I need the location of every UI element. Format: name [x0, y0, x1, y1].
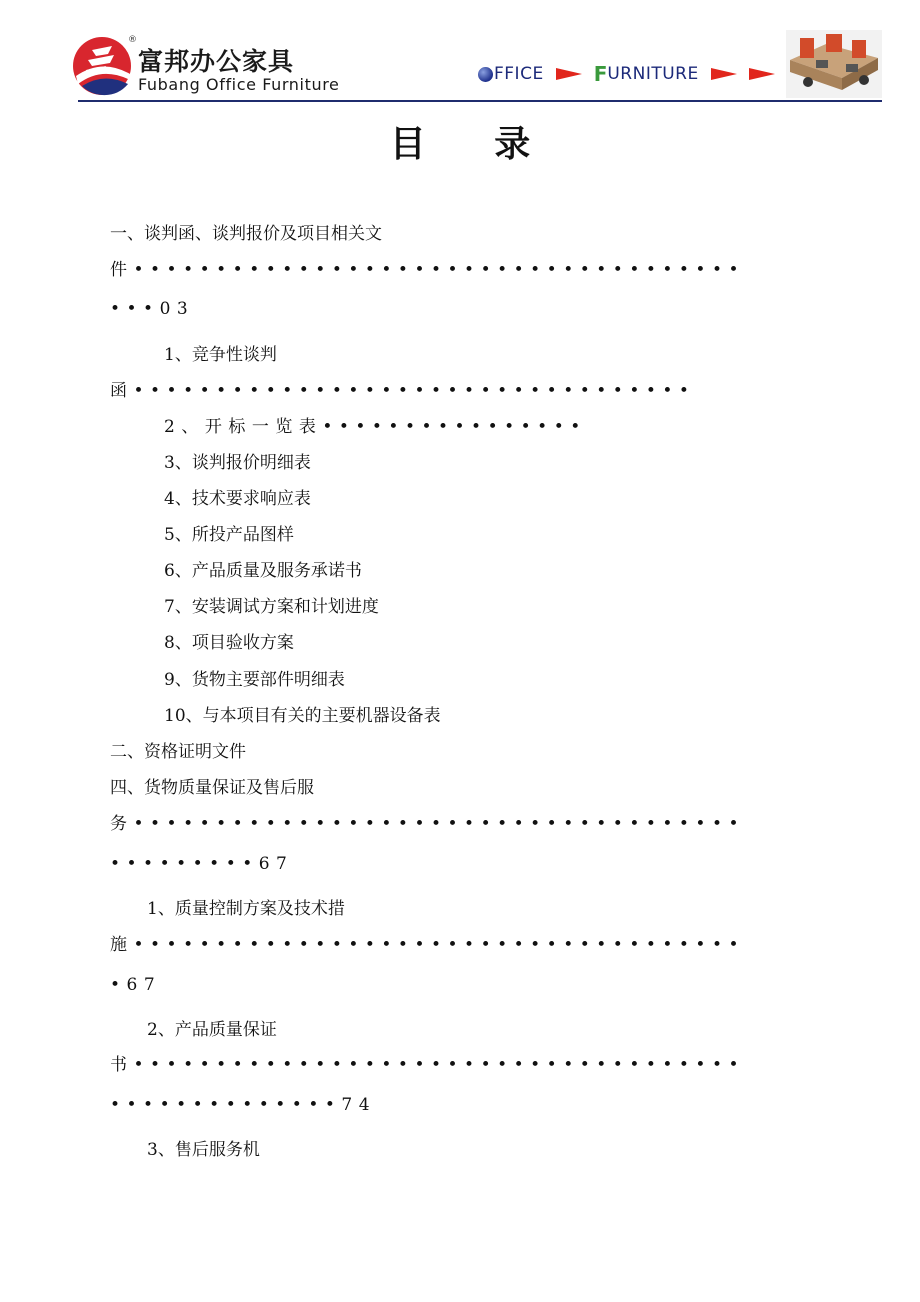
toc-item: 1、竞争性谈判	[164, 345, 277, 365]
tagline-word-office-rest: FFICE	[494, 64, 544, 84]
page-header	[0, 0, 920, 104]
arrow-right-icon	[556, 68, 582, 80]
toc-item: 5、所投产品图样	[164, 525, 294, 545]
page-title: 目 录	[389, 123, 559, 165]
toc-item: 3、售后服务机	[147, 1140, 260, 1160]
toc-item: 4、技术要求响应表	[164, 489, 311, 509]
toc-item: 8、项目验收方案	[164, 633, 294, 653]
arrow-right-icon	[711, 68, 737, 80]
toc-section-heading: 二、资格证明文件	[110, 742, 246, 762]
toc-section-heading: 一、谈判函、谈判报价及项目相关文	[110, 224, 382, 244]
office-furniture-tagline	[478, 60, 787, 88]
toc-leader-line: 函••••••••••••••••••••••••••••••••••	[110, 381, 696, 401]
toc-item: 3、谈判报价明细表	[164, 453, 311, 473]
tagline-word-furniture-initial: F	[593, 62, 608, 86]
brand-name-english: Fubang Office Furniture	[138, 75, 340, 94]
toc-item: 1、质量控制方案及技术措	[147, 899, 345, 919]
tagline-word-furniture-rest: URNITURE	[607, 64, 699, 84]
arrow-right-icon	[749, 68, 775, 80]
toc-leader-line: 施•••••••••••••••••••••••••••••••••••••	[110, 935, 746, 955]
toc-page-number-line: ••••••••••••••74	[110, 1095, 377, 1115]
toc-page-number-line: •••03	[110, 299, 195, 319]
registered-mark: ®	[128, 35, 137, 45]
toc-item: 10、与本项目有关的主要机器设备表	[164, 706, 441, 726]
toc-item: 2、开标一览表••••••••••••••••	[164, 417, 587, 437]
globe-icon	[478, 67, 493, 82]
header-divider	[78, 100, 882, 102]
fubang-logo-icon	[72, 36, 132, 96]
toc-leader-line: 书•••••••••••••••••••••••••••••••••••••	[110, 1055, 746, 1075]
brand-name-chinese: 富邦办公家具	[138, 47, 295, 76]
toc-section-heading: 四、货物质量保证及售后服	[110, 778, 314, 798]
toc-item: 9、货物主要部件明细表	[164, 670, 345, 690]
toc-leader-line: 务•••••••••••••••••••••••••••••••••••••	[110, 814, 746, 834]
toc-item: 6、产品质量及服务承诺书	[164, 561, 362, 581]
toc-page-number-line: •67	[110, 975, 162, 995]
office-workstation-image	[786, 30, 882, 98]
toc-leader-line: 件•••••••••••••••••••••••••••••••••••••	[110, 260, 746, 280]
toc-item: 7、安装调试方案和计划进度	[164, 597, 379, 617]
toc-item: 2、产品质量保证	[147, 1020, 277, 1040]
toc-page-number-line: •••••••••67	[110, 854, 294, 874]
